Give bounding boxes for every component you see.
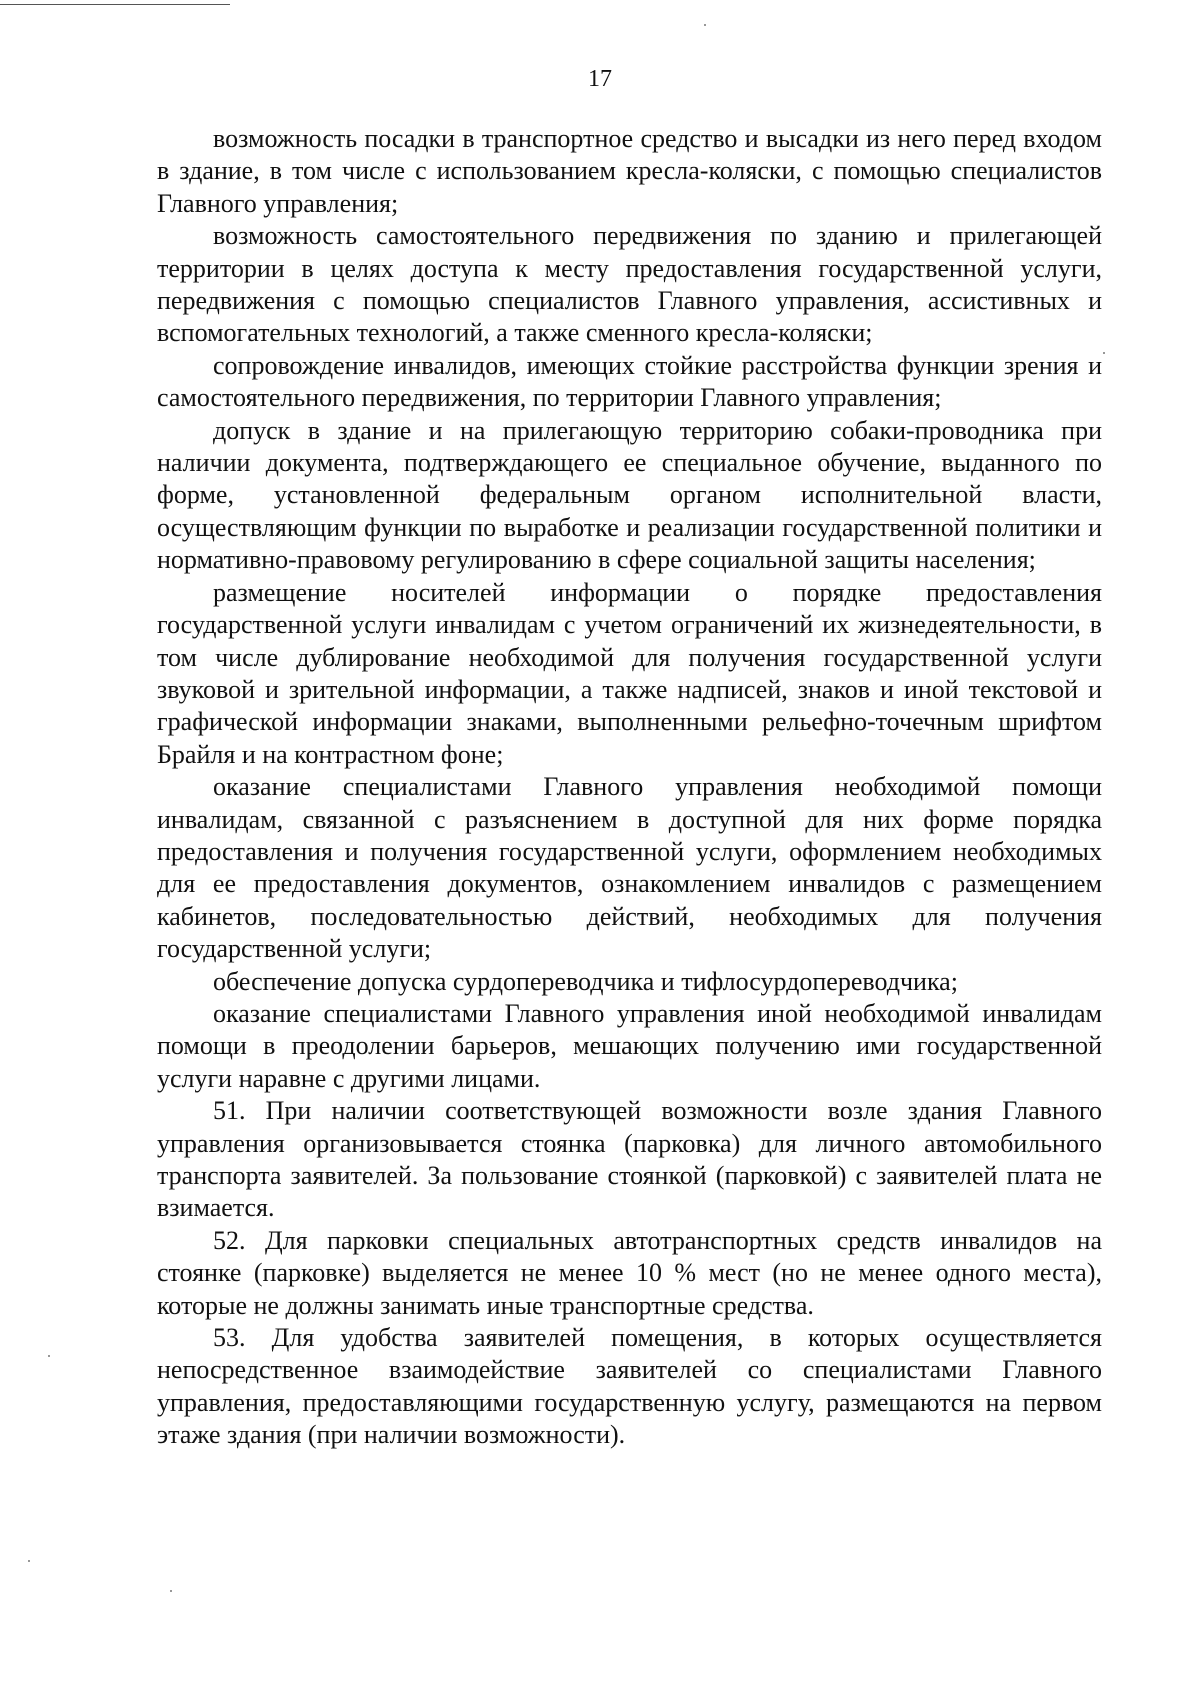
- scan-speck: [704, 24, 706, 26]
- paragraph-52-disabled-parking: 52. Для парковки специальных автотранспортных средств инвалидов на стоянке (парковке) выделяется не менее 10 % мест (но не менее одного места), которые не должны занимать иные транспортные средства.: [157, 1225, 1102, 1320]
- document-body: [157, 123, 1102, 1452]
- paragraph-53-premises: 53. Для удобства заявителей помещения, в которых осуществляется непосредственное взаимодействие заявителей со специалистами Главного управления, предоставляющими государственную услугу, размещаются на первом этаже здания (при наличии возможности).: [157, 1323, 1102, 1450]
- paragraph-51-parking: 51. При наличии соответствующей возможности возле здания Главного управления организовывается стоянка (парковка) для личного автомобильного транспорта заявителей. За пользование стоянкой (парковкой) с заявителей плата не взимается.: [157, 1096, 1102, 1223]
- paragraph-escort: сопровождение инвалидов, имеющих стойкие расстройства функции зрения и самостоятельного передвижения, по территории Главного управления;: [157, 350, 1102, 413]
- paragraph-other-help: оказание специалистами Главного управления иной необходимой инвалидам помощи в преодолении барьеров, мешающих получению ими государственной услуги наравне с другими лицами.: [157, 998, 1102, 1093]
- scan-speck: [48, 1355, 50, 1357]
- scan-edge-line: [0, 4, 230, 5]
- paragraph-interpreter: обеспечение допуска сурдопереводчика и тифлосурдопереводчика;: [213, 966, 958, 996]
- scan-speck: [28, 1560, 30, 1562]
- paragraph-assistance: оказание специалистами Главного управления необходимой помощи инвалидам, связанной с разъяснением в доступной для них форме порядка предоставления и получения государственной услуги, оформлением необходимых для ее предоставления документов, ознакомлением инвалидов с размещением кабинетов, последовательностью действий, необходимых для получения государственной услуги;: [157, 772, 1102, 964]
- scan-speck: [1103, 352, 1105, 354]
- paragraph-boarding: возможность посадки в транспортное средство и высадки из него перед входом в здание, в том числе с использованием кресла-коляски, с помощью специалистов Главного управления;: [157, 124, 1102, 218]
- paragraph-movement: возможность самостоятельного передвижения по зданию и прилегающей территории в целях доступа к месту предоставления государственной услуги, передвижения с помощью специалистов Главного управления, ассистивных и вспомогательных технологий, а также сменного кресла-коляски;: [157, 221, 1102, 348]
- paragraph-guide-dog: допуск в здание и на прилегающую территорию собаки-проводника при наличии документа, подтверждающего ее специальное обучение, выданного по форме, установленной федеральным органом исполнительной власти, осуществляющим функции по выработке и реализации государственной политики и нормативно-правовому регулированию в сфере социальной защиты населения;: [157, 415, 1102, 575]
- paragraph-information: размещение носителей информации о порядке предоставления государственной услуги инвалидам с учетом ограничений их жизнедеятельности, в том числе дублирование необходимой для получения государственной услуги звуковой и зрительной информации, а также надписей, знаков и иной текстовой и графической информации знаками, выполненными рельефно-точечным шрифтом Брайля и на контрастном фоне;: [157, 577, 1102, 769]
- scan-speck: [170, 1590, 172, 1592]
- page-number: 17: [588, 66, 612, 92]
